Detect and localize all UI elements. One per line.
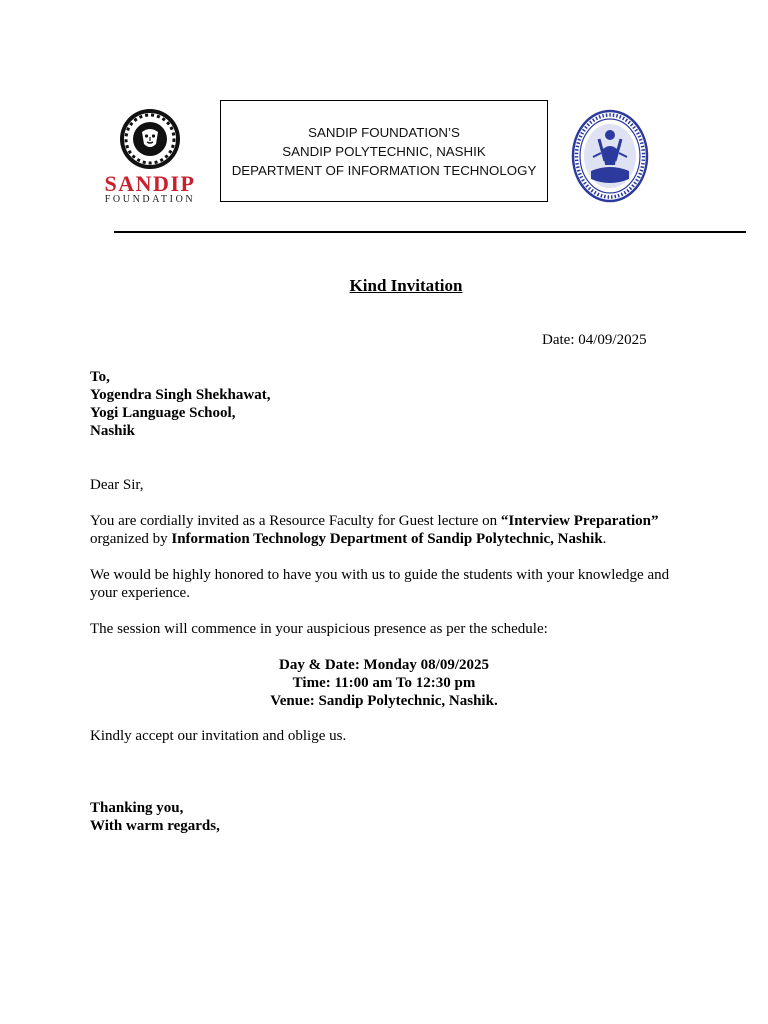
letter-title: Kind Invitation xyxy=(349,276,463,295)
institution-header-box xyxy=(220,100,548,202)
salutation: Dear Sir, xyxy=(90,477,144,493)
lecture-topic: “Interview Preparation” xyxy=(500,513,659,529)
logo-brand-text: SANDIP xyxy=(104,171,196,196)
header-line-polytechnic: SANDIP POLYTECHNIC, NASHIK xyxy=(282,143,486,159)
institution-seal-logo xyxy=(571,109,649,203)
letter-date: Date: 04/09/2025 xyxy=(542,332,647,348)
closing-block xyxy=(90,799,220,835)
institution-of-engineers-seal-icon xyxy=(571,109,649,203)
organizer-prefix: organized by xyxy=(90,531,172,547)
paragraph-line xyxy=(90,530,690,548)
paragraph-line: your experience. xyxy=(90,585,190,601)
paragraph-line xyxy=(90,512,690,530)
address-line: Nashik xyxy=(90,423,136,439)
invitation-text: You are cordially invited as a Resource Faculty for Guest lecture on xyxy=(90,513,501,529)
acceptance-request: Kindly accept our invitation and oblige us. xyxy=(90,728,347,744)
address-line: Yogi Language School, xyxy=(90,405,236,421)
paragraph-line: We would be highly honored to have you with us to guide the students with your knowledge and xyxy=(90,567,670,583)
schedule-time: Time: 11:00 am To 12:30 pm xyxy=(292,675,476,691)
schedule-intro: The session will commence in your auspicious presence as per the schedule: xyxy=(90,621,548,637)
closing-line: With warm regards, xyxy=(90,818,220,834)
sentence-end: . xyxy=(602,531,607,547)
organizer-name: Information Technology Department of Sandip Polytechnic, Nashik xyxy=(171,531,603,547)
invitation-paragraph xyxy=(90,512,690,548)
address-line: Yogendra Singh Shekhawat, xyxy=(90,387,271,403)
address-line: To, xyxy=(90,369,110,385)
lion-emblem-icon xyxy=(98,108,202,172)
header-line-foundation: SANDIP FOUNDATION’S xyxy=(308,124,460,140)
closing-line: Thanking you, xyxy=(90,800,184,816)
header-divider xyxy=(114,231,746,233)
sandip-foundation-logo xyxy=(98,108,202,206)
honor-paragraph xyxy=(90,566,690,602)
schedule-block xyxy=(90,656,678,710)
header-line-department: DEPARTMENT OF INFORMATION TECHNOLOGY xyxy=(231,162,537,178)
schedule-venue: Venue: Sandip Polytechnic, Nashik. xyxy=(270,693,498,709)
logo-sub-text: FOUNDATION xyxy=(104,194,196,205)
schedule-day-date: Day & Date: Monday 08/09/2025 xyxy=(279,657,489,673)
recipient-address xyxy=(90,368,270,440)
